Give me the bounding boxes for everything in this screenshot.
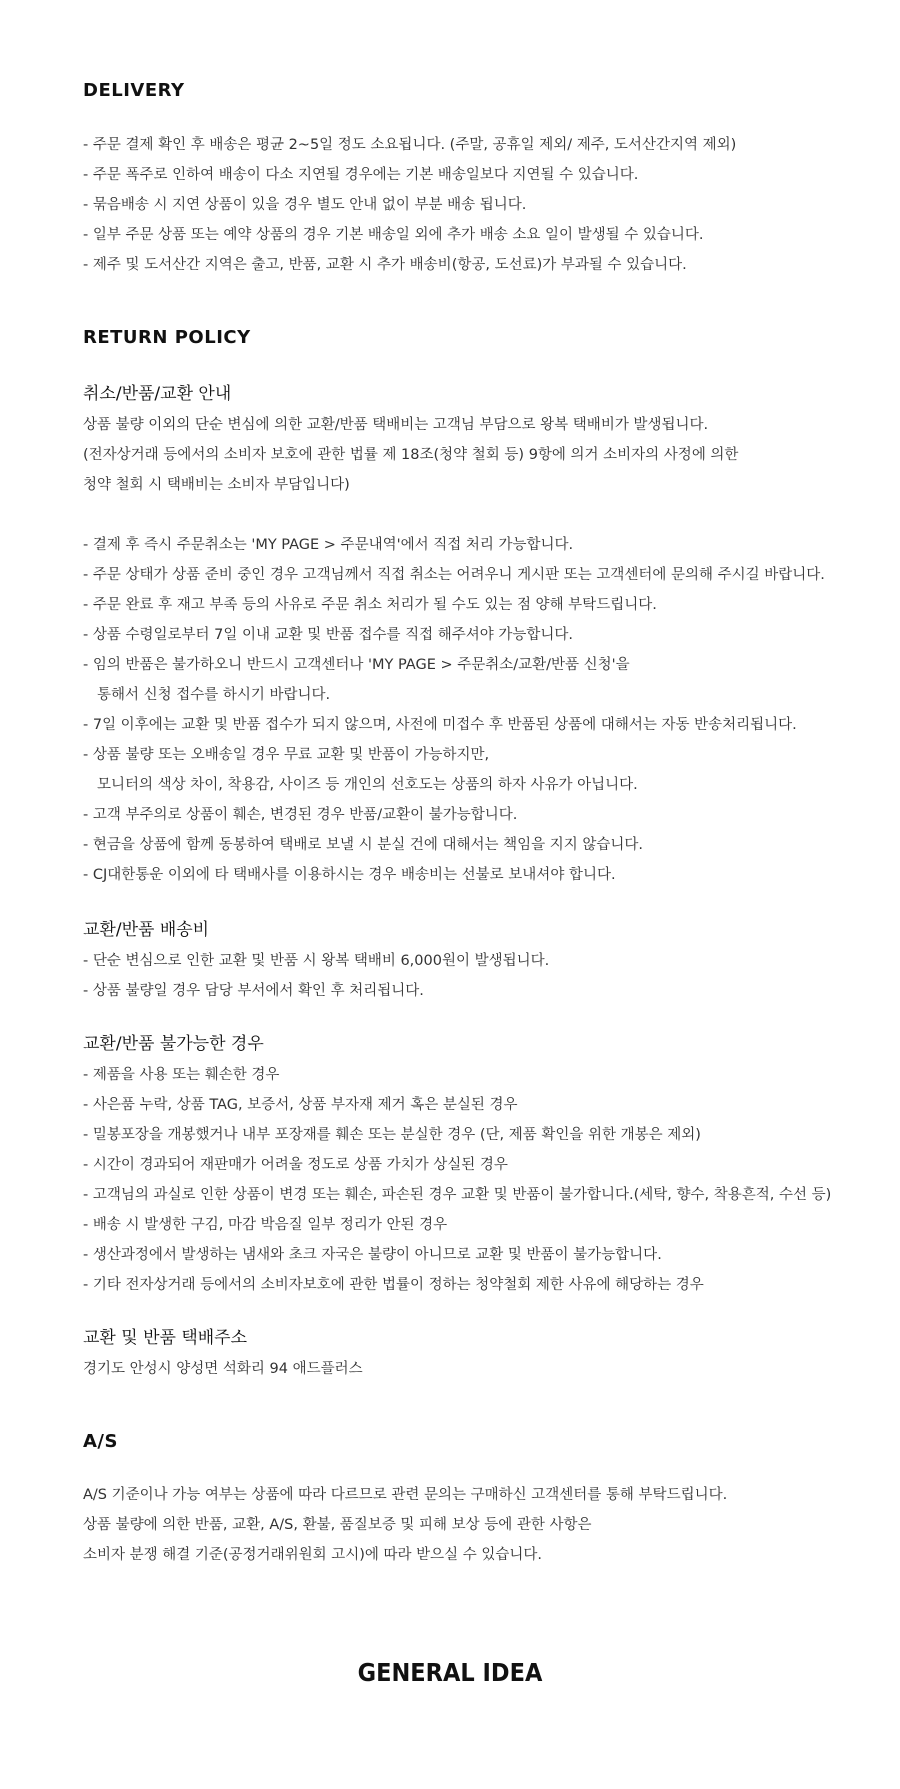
not-allowed-line: - 시간이 경과되어 재판매가 어려울 정도로 상품 가치가 상실된 경우	[83, 1157, 508, 1173]
cancel-line: - 상품 불량 또는 오배송일 경우 무료 교환 및 반품이 가능하지만,	[83, 747, 490, 763]
delivery-title: DELIVERY	[83, 80, 185, 101]
cancel-intro-line: (전자상거래 등에서의 소비자 보호에 관한 법률 제 18조(청약 철회 등) 9항에 의거 소비자의 사정에 의한	[83, 447, 739, 463]
delivery-line: - 주문 폭주로 인하여 배송이 다소 지연될 경우에는 기본 배송일보다 지연될 수 있습니다.	[83, 167, 639, 183]
not-allowed-line: - 제품을 사용 또는 훼손한 경우	[83, 1067, 280, 1083]
not-allowed-line: - 사은품 누락, 상품 TAG, 보증서, 상품 부자재 제거 혹은 분실된 경우	[83, 1097, 518, 1113]
address-subtitle: 교환 및 반품 택배주소	[83, 1328, 248, 1348]
return-address: 경기도 안성시 양성면 석화리 94 애드플러스	[83, 1361, 363, 1377]
cancel-line: - 상품 수령일로부터 7일 이내 교환 및 반품 접수를 직접 해주셔야 가능합니다.	[83, 627, 573, 643]
return-policy-title: RETURN POLICY	[83, 327, 251, 348]
delivery-line: - 묶음배송 시 지연 상품이 있을 경우 별도 안내 없이 부분 배송 됩니다.	[83, 197, 527, 213]
delivery-line: - 일부 주문 상품 또는 예약 상품의 경우 기본 배송일 외에 추가 배송 소요 일이 발생될 수 있습니다.	[83, 227, 704, 243]
not-allowed-line: - 생산과정에서 발생하는 냄새와 초크 자국은 불량이 아니므로 교환 및 반품이 불가능합니다.	[83, 1247, 662, 1263]
shipping-fee-subtitle: 교환/반품 배송비	[83, 920, 210, 940]
not-allowed-line: - 고객님의 과실로 인한 상품이 변경 또는 훼손, 파손된 경우 교환 및 반품이 불가합니다.(세탁, 향수, 착용흔적, 수선 등)	[83, 1187, 832, 1203]
cancel-line: - 현금을 상품에 함께 동봉하여 택배로 보낼 시 분실 건에 대해서는 책임을 지지 않습니다.	[83, 837, 644, 853]
cancel-subtitle: 취소/반품/교환 안내	[83, 384, 232, 404]
cancel-line: - 고객 부주의로 상품이 훼손, 변경된 경우 반품/교환이 불가능합니다.	[83, 807, 518, 823]
brand-logo: GENERAL IDEA	[357, 1658, 543, 1687]
as-line: A/S 기준이나 가능 여부는 상품에 따라 다르므로 관련 문의는 구매하신 고객센터를 통해 부탁드립니다.	[83, 1487, 728, 1503]
cancel-line: - 주문 상태가 상품 준비 중인 경우 고객님께서 직접 취소는 어려우니 게시판 또는 고객센터에 문의해 주시길 바랍니다.	[83, 567, 825, 583]
cancel-line: - CJ대한통운 이외에 타 택배사를 이용하시는 경우 배송비는 선불로 보내셔야 합니다.	[83, 867, 616, 883]
cancel-intro-line: 청약 철회 시 택배비는 소비자 부담입니다)	[83, 477, 350, 493]
as-title: A/S	[83, 1431, 118, 1452]
shipping-fee-line: - 상품 불량일 경우 담당 부서에서 확인 후 처리됩니다.	[83, 983, 424, 999]
cancel-line: - 7일 이후에는 교환 및 반품 접수가 되지 않으며, 사전에 미접수 후 반품된 상품에 대해서는 자동 반송처리됩니다.	[83, 717, 797, 733]
not-allowed-line: - 기타 전자상거래 등에서의 소비자보호에 관한 법률이 정하는 청약철회 제한 사유에 해당하는 경우	[83, 1277, 704, 1293]
cancel-line: 모니터의 색상 차이, 착용감, 사이즈 등 개인의 선호도는 상품의 하자 사유가 아닙니다.	[97, 777, 638, 793]
cancel-line: 통해서 신청 접수를 하시기 바랍니다.	[97, 687, 331, 703]
not-allowed-line: - 밀봉포장을 개봉했거나 내부 포장재를 훼손 또는 분실한 경우 (단, 제품 확인을 위한 개봉은 제외)	[83, 1127, 701, 1143]
cancel-line: - 임의 반품은 불가하오니 반드시 고객센터나 'MY PAGE > 주문취소/교환/반품 신청'을	[83, 657, 630, 673]
not-allowed-line: - 배송 시 발생한 구김, 마감 박음질 일부 정리가 안된 경우	[83, 1217, 448, 1233]
as-line: 소비자 분쟁 해결 기준(공정거래위원회 고시)에 따라 받으실 수 있습니다.	[83, 1547, 542, 1563]
cancel-line: - 주문 완료 후 재고 부족 등의 사유로 주문 취소 처리가 될 수도 있는 점 양해 부탁드립니다.	[83, 597, 657, 613]
cancel-line: - 결제 후 즉시 주문취소는 'MY PAGE > 주문내역'에서 직접 처리 가능합니다.	[83, 537, 574, 553]
as-line: 상품 불량에 의한 반품, 교환, A/S, 환불, 품질보증 및 피해 보상 등에 관한 사항은	[83, 1517, 592, 1533]
delivery-line: - 제주 및 도서산간 지역은 출고, 반품, 교환 시 추가 배송비(항공, 도선료)가 부과될 수 있습니다.	[83, 257, 687, 273]
not-allowed-subtitle: 교환/반품 불가능한 경우	[83, 1034, 264, 1054]
shipping-fee-line: - 단순 변심으로 인한 교환 및 반품 시 왕복 택배비 6,000원이 발생됩니다.	[83, 953, 550, 969]
delivery-line: - 주문 결제 확인 후 배송은 평균 2~5일 정도 소요됩니다. (주말, 공휴일 제외/ 제주, 도서산간지역 제외)	[83, 137, 737, 153]
cancel-intro-line: 상품 불량 이외의 단순 변심에 의한 교환/반품 택배비는 고객님 부담으로 왕복 택배비가 발생됩니다.	[83, 417, 709, 433]
